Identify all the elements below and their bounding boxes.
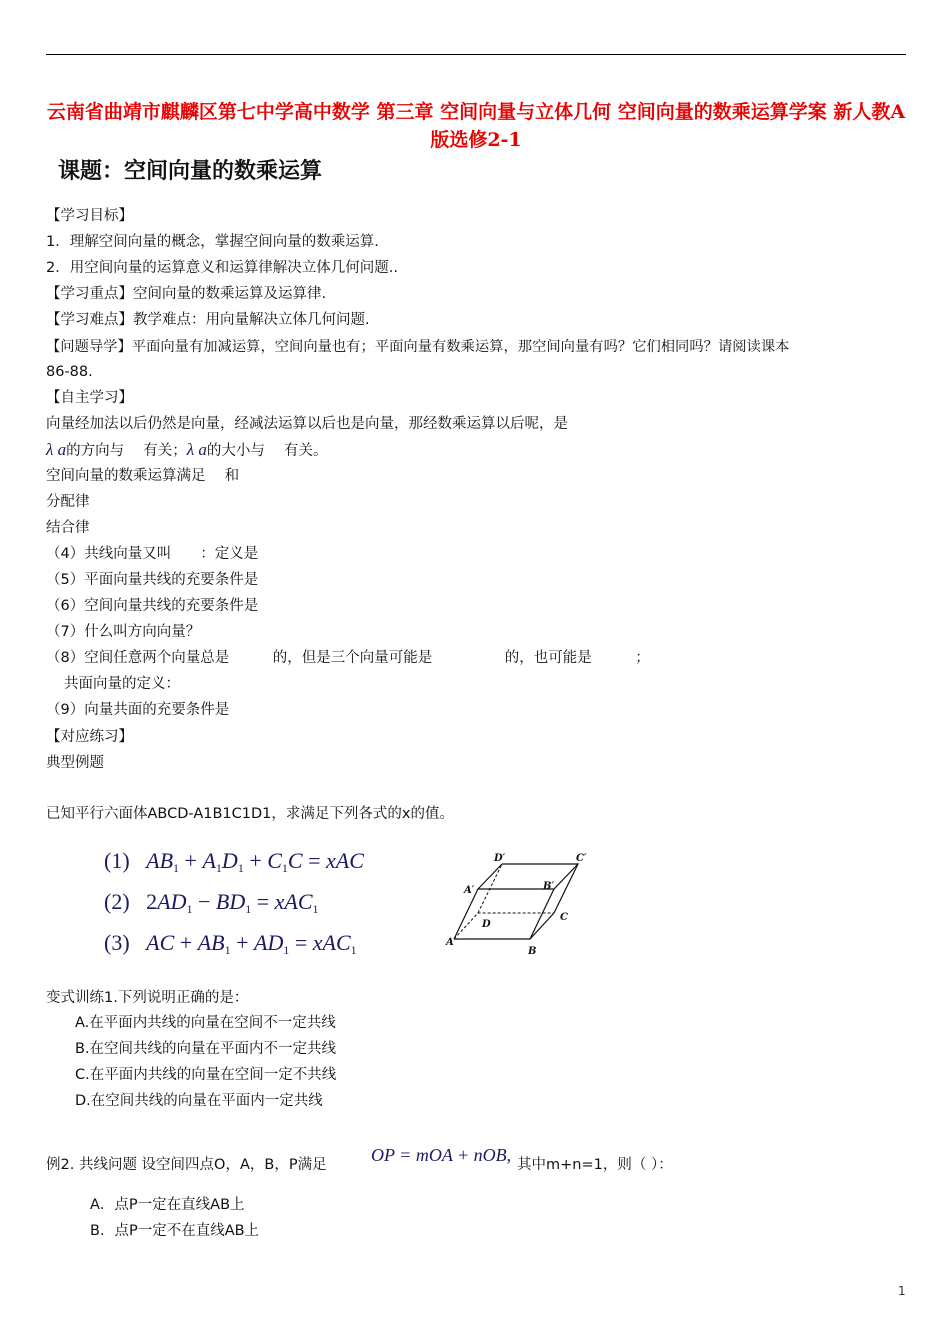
self-study-intro: 向量经加法以后仍然是向量，经减法运算以后也是向量，那经数乘运算以后呢，是 <box>46 416 568 432</box>
example-2-text: 例2. 共线问题 设空间四点O，A，B，P满足 <box>46 1157 327 1173</box>
associative-law: 结合律 <box>46 520 90 536</box>
label-c-prime: C′ <box>576 853 587 864</box>
example-2-formula: OP = mOA + nOB, <box>371 1145 512 1165</box>
section-practice: 【对应练习】 <box>46 729 133 745</box>
formula-2-number: (2) <box>104 889 130 914</box>
example-1-prompt: 已知平行六面体ABCD-A1B1C1D1，求满足下列各式的x的值。 <box>46 806 454 822</box>
lambda-line <box>46 440 327 461</box>
formula-1: (1) $AB_1 + A_1D_1 + C_1C$ = xAC <box>104 848 364 875</box>
guide-pages: 86-88. <box>46 364 93 380</box>
item-4: （4）共线向量又叫 ：定义是 <box>46 546 259 562</box>
coplanar-definition: 共面向量的定义： <box>64 676 180 692</box>
option-d: D.在空间共线的向量在平面内一定共线 <box>75 1093 323 1109</box>
option-a: A.在平面内共线的向量在空间不一定共线 <box>75 1015 336 1031</box>
label-a-prime: A′ <box>464 885 475 896</box>
goal-2: 2．用空间向量的运算意义和运算律解决立体几何问题.. <box>46 260 398 276</box>
formula-1-number: (1) <box>104 848 130 873</box>
formula-2: (2) $2AD_1 - BD_1 = xAC_1$ <box>104 889 319 916</box>
answer-a: A．点P一定在直线AB上 <box>90 1197 245 1213</box>
label-a: A <box>446 937 454 948</box>
magnitude-text: 的大小与 有关。 <box>206 443 328 459</box>
lambda-a-2: λ a <box>186 440 207 459</box>
item-8: （8）空间任意两个向量总是 的，但是三个向量可能是 的，也可能是 ； <box>46 650 650 666</box>
example-2-condition: 其中m+n=1，则（ ）： <box>517 1157 673 1173</box>
variant-training: 变式训练1.下列说明正确的是： <box>46 990 249 1006</box>
option-c: C.在平面内共线的向量在空间一定不共线 <box>75 1067 337 1083</box>
distributive-law: 分配律 <box>46 494 90 510</box>
parallelepiped-figure <box>440 848 600 960</box>
option-b: B.在空间共线的向量在平面内不一定共线 <box>75 1041 337 1057</box>
item-6: （6）空间向量共线的充要条件是 <box>46 598 259 614</box>
typical-examples: 典型例题 <box>46 755 104 771</box>
guide-question: 【问题导学】平面向量有加减运算，空间向量也有；平面向量有数乘运算，那空间向量有吗？它们相同吗？请阅读课本 <box>46 339 790 355</box>
label-b: B <box>528 946 537 957</box>
lesson-heading: 课题：空间向量的数乘运算 <box>58 158 323 184</box>
item-5: （5）平面向量共线的充要条件是 <box>46 572 259 588</box>
direction-text: 的方向与 有关； <box>66 443 187 459</box>
item-7: （7）什么叫方向向量？ <box>46 624 201 640</box>
laws-line: 空间向量的数乘运算满足 和 <box>46 468 240 484</box>
label-b-prime: B′ <box>543 881 555 892</box>
item-9: （9）向量共面的充要条件是 <box>46 702 230 718</box>
lambda-a-1: λ a <box>46 440 67 459</box>
page-number: 1 <box>898 1284 906 1298</box>
label-c: C <box>560 912 568 923</box>
label-d-prime: D′ <box>494 853 506 864</box>
formula-3-number: (3) <box>104 930 130 955</box>
top-rule <box>46 54 906 55</box>
goal-1: 1．理解空间向量的概念，掌握空间向量的数乘运算. <box>46 234 379 250</box>
section-self-study: 【自主学习】 <box>46 390 133 406</box>
section-goals: 【学习目标】 <box>46 208 133 224</box>
answer-b: B．点P一定不在直线AB上 <box>90 1223 260 1239</box>
label-d: D <box>482 919 491 930</box>
formula-3: (3) AC + $AB_1 + AD_1 = xAC_1$ <box>104 930 357 957</box>
document-title: 云南省曲靖市麒麟区第七中学高中数学 第三章 空间向量与立体几何 空间向量的数乘运算学案 新人教A版选修2-1 <box>46 101 906 151</box>
key-point: 【学习重点】空间向量的数乘运算及运算律. <box>46 286 327 302</box>
difficulty: 【学习难点】教学难点：用向量解决立体几何问题. <box>46 312 370 328</box>
